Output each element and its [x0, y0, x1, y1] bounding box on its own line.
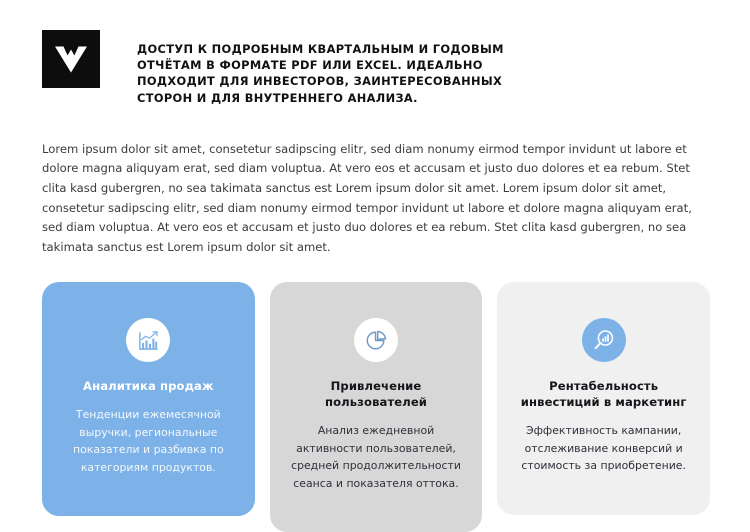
- card-icon-wrapper: [582, 318, 626, 362]
- v-arrow-logo-icon: [54, 44, 88, 74]
- feature-card-user-acquisition[interactable]: [270, 282, 483, 532]
- feature-card-list: [0, 257, 750, 532]
- feature-card-sales-analytics[interactable]: [42, 282, 255, 516]
- card-icon-wrapper: [126, 318, 170, 362]
- card-title: Аналитика продаж: [83, 379, 214, 394]
- pie-chart-icon: [365, 329, 388, 352]
- intro-paragraph: Lorem ipsum dolor sit amet, consetetur sadipscing elitr, sed diam nonumy eirmod tempor invidunt ut labore et dolore magna aliquyam erat, sed diam voluptua. At vero eos et accusam et justo duo dolores et ea rebum. Stet clita kasd gubergren, no sea takimata sanctus est Lorem ipsum dolor sit amet. Lorem ipsum dolor sit amet, consetetur sadipscing elitr, sed diam nonumy eirmod tempor invidunt ut labore et dolore magna aliquyam erat, sed diam voluptua. At vero eos et accusam et justo duo dolores et ea rebum. Stet clita kasd gubergren, no sea takimata sanctus est Lorem ipsum dolor sit amet.: [42, 141, 692, 254]
- card-description: Тенденции ежемесячной выручки, региональные показатели и разбивка по категориям продуктов.: [73, 408, 224, 474]
- card-icon-wrapper: [354, 318, 398, 362]
- card-description: Анализ ежедневной активности пользователей, средней продолжительности сеанса и показателя оттока.: [291, 424, 461, 490]
- card-description: Эффективность кампании, отслеживание конверсий и стоимость за приобретение.: [521, 424, 686, 473]
- magnifier-bar-chart-icon: [592, 328, 616, 352]
- logo-mark: [42, 30, 100, 88]
- page-title: ДОСТУП К ПОДРОБНЫМ КВАРТАЛЬНЫМ И ГОДОВЫМ ОТЧЁТАМ В ФОРМАТЕ PDF ИЛИ EXCEL. ИДЕАЛЬНО ПОДХОДИТ ДЛЯ ИНВЕСТОРОВ, ЗАИНТЕРЕСОВАННЫХ СТОРОН И ДЛЯ ВНУТРЕННЕГО АНАЛИЗА.: [137, 41, 504, 105]
- feature-card-marketing-roi[interactable]: [497, 282, 710, 514]
- bar-chart-trend-icon: [137, 329, 160, 352]
- card-title: Привлечение пользователей: [324, 379, 428, 410]
- header: [0, 0, 750, 114]
- card-title: Рентабельность инвестиций в маркетинг: [520, 379, 687, 410]
